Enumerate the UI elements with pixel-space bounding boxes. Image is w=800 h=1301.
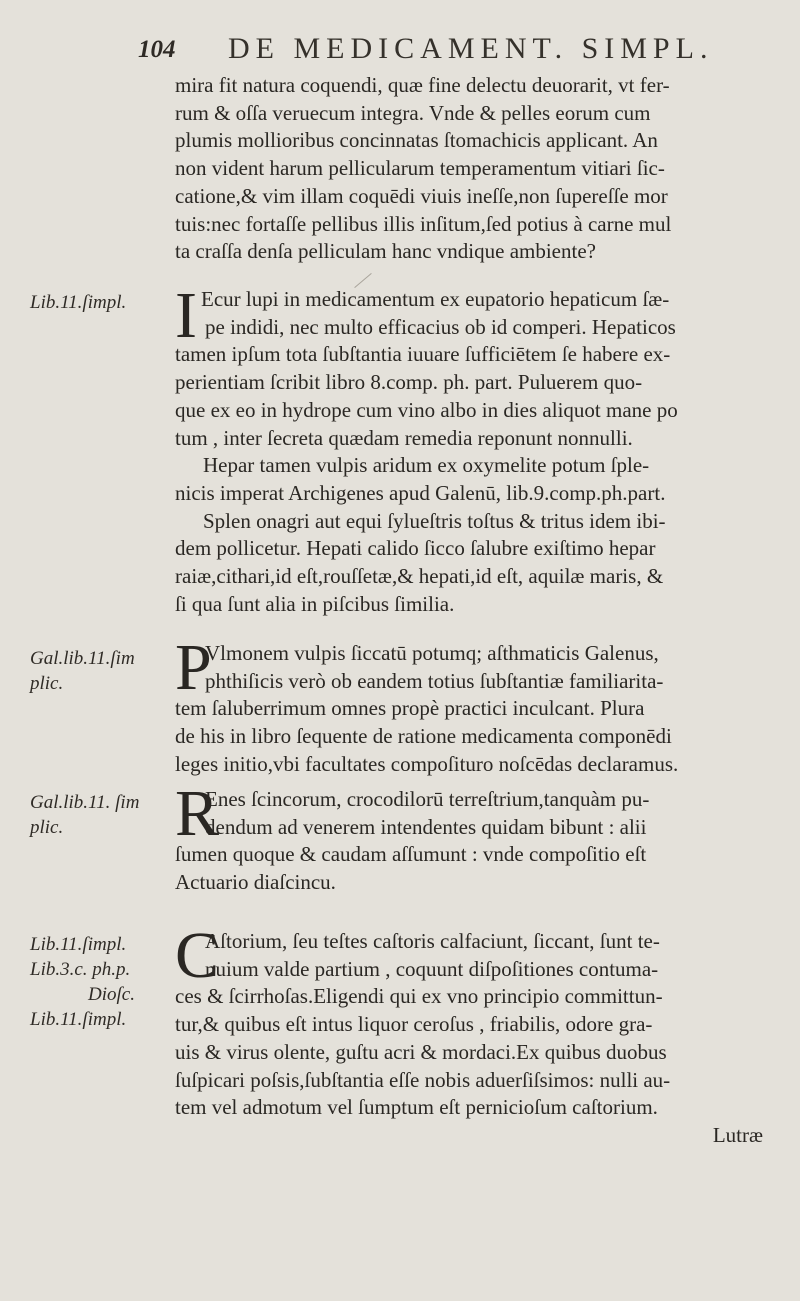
text-line: ſi qua ſunt alia in piſcibus ſimilia. (175, 591, 455, 616)
text-line: dendum ad venerem intendentes quidam bibunt : alii (205, 814, 647, 839)
text-line: tem ſaluberrimum omnes propè practici inculcant. Plura (175, 696, 645, 721)
text-line: catione,& vim illam coquēdi viuis ineſſe,non ſupereſſe mor (175, 183, 668, 208)
text-line: rum & oſſa veruecum integra. Vnde & pelles eorum cum (175, 100, 651, 125)
margin-note-line: Dioſc. (88, 984, 135, 1005)
paragraph-3 (175, 631, 775, 779)
paragraph-4 (175, 777, 775, 897)
text-line: Enes ſcincorum, crocodilorū terreſtrium,tanquàm pu- (205, 787, 650, 811)
margin-note-2 (30, 646, 170, 696)
text-line: tur,& quibus eſt intus liquor ceroſus , friabilis, odore gra- (175, 1012, 653, 1037)
drop-cap-c: C (175, 919, 220, 992)
margin-note-line: plic. (30, 817, 64, 838)
running-title: DE MEDICAMENT. SIMPL. (228, 32, 714, 65)
text-line: ta craſſa denſa pelliculam hanc vndique ambiente? (175, 239, 596, 264)
text-line: Actuario diaſcincu. (175, 870, 336, 895)
page-header (138, 30, 758, 70)
text-line: ſumen quoque & caudam aſſumunt : vnde compoſitio eſt (175, 842, 647, 867)
catchword: Lutræ (712, 1122, 763, 1147)
text-line: dem pollicetur. Hepati calido ſicco ſalubre exiſtimo hepar (175, 536, 656, 561)
margin-note-1 (30, 290, 170, 315)
text-line: tamen ipſum tota ſubſtantia iuuare ſufficiētem ſe habere ex- (175, 342, 671, 367)
text-line: tuis:nec fortaſſe pellibus illis inſitum,ſed potius à carne mul (175, 211, 672, 236)
margin-note-4 (30, 932, 170, 1032)
paragraph-2 (175, 279, 775, 618)
text-line: perientiam ſcribit libro 8.comp. ph. part. Puluerem quo- (175, 370, 643, 395)
text-line: que ex eo in hydrope cum vino albo in dies aliquot mane po (175, 397, 678, 422)
page-number: 104 (138, 36, 176, 63)
margin-note-line: Lib.11.ſimpl. (30, 1009, 127, 1030)
text-line: de his in libro ſequente de ratione medicamenta componēdi (175, 724, 672, 749)
text-line: raiæ,cithari,id eſt,rouſſetæ,& hepati,id eſt, aquilæ maris, & (175, 564, 664, 589)
margin-note-line: Gal.lib.11. ſim (30, 792, 140, 813)
margin-note-line: plic. (30, 673, 64, 694)
text-line: leges initio,vbi facultates compoſituro noſcēdas declaramus. (175, 751, 679, 776)
drop-cap-r: R (175, 777, 220, 850)
text-line: ces & ſcirrhoſas.Eligendi qui ex vno principio committun- (175, 984, 663, 1009)
text-line: Ecur lupi in medicamentum ex eupatorio hepaticum ſæ- (201, 287, 670, 311)
text-line: plumis mollioribus concinnatas ſtomachicis applicant. An (175, 128, 658, 153)
text-line: nuium valde partium , coquunt diſpoſitiones contuma- (205, 956, 659, 981)
drop-cap-p: P (175, 631, 212, 704)
margin-note-3 (30, 790, 170, 840)
text-line: pe indidi, nec multo efficacius ob id comperi. Hepaticos (205, 314, 676, 339)
text-line: Hepar tamen vulpis aridum ex oxymelite potum ſple- (203, 453, 650, 478)
text-line: phthiſicis verò ob eandem totius ſubſtantiæ familiarita- (205, 668, 664, 693)
text-line: non vident harum pellicularum temperamentum vitiari ſic- (175, 156, 665, 181)
text-line: uis & virus olente, guſtu acri & mordaci.Ex quibus duobus (175, 1039, 667, 1064)
paragraph-1 (175, 72, 775, 266)
text-line: nicis imperat Archigenes apud Galenū, lib.9.comp.ph.part. (175, 480, 666, 505)
margin-note-line: Lib.11.ſimpl. (30, 934, 127, 955)
text-line: tem vel admotum vel ſumptum eſt pernicioſum caſtorium. (175, 1095, 658, 1120)
text-line: Vlmonem vulpis ſiccatū potumq; aſthmaticis Galenus, (205, 641, 659, 665)
text-line: tum , inter ſecreta quædam remedia reponunt nonnulli. (175, 425, 633, 450)
margin-note-line: Gal.lib.11.ſim (30, 648, 135, 669)
text-line: mira fit natura coquendi, quæ fine delectu deuorarit, vt fer- (175, 73, 670, 97)
margin-note-line: Lib.11.ſimpl. (30, 292, 127, 313)
text-line: Aſtorium, ſeu teſtes caſtoris calfaciunt, ſiccant, ſunt te- (205, 929, 660, 953)
drop-cap-i: I (175, 279, 197, 352)
paragraph-5 (175, 919, 775, 1150)
margin-note-line: Lib.3.c. ph.p. (30, 959, 131, 980)
text-line: ſuſpicari poſsis,ſubſtantia eſſe nobis aduerſiſsimos: nulli au- (175, 1067, 671, 1092)
text-line: Splen onagri aut equi ſylueſtris toſtus & tritus idem ibi- (203, 508, 666, 533)
